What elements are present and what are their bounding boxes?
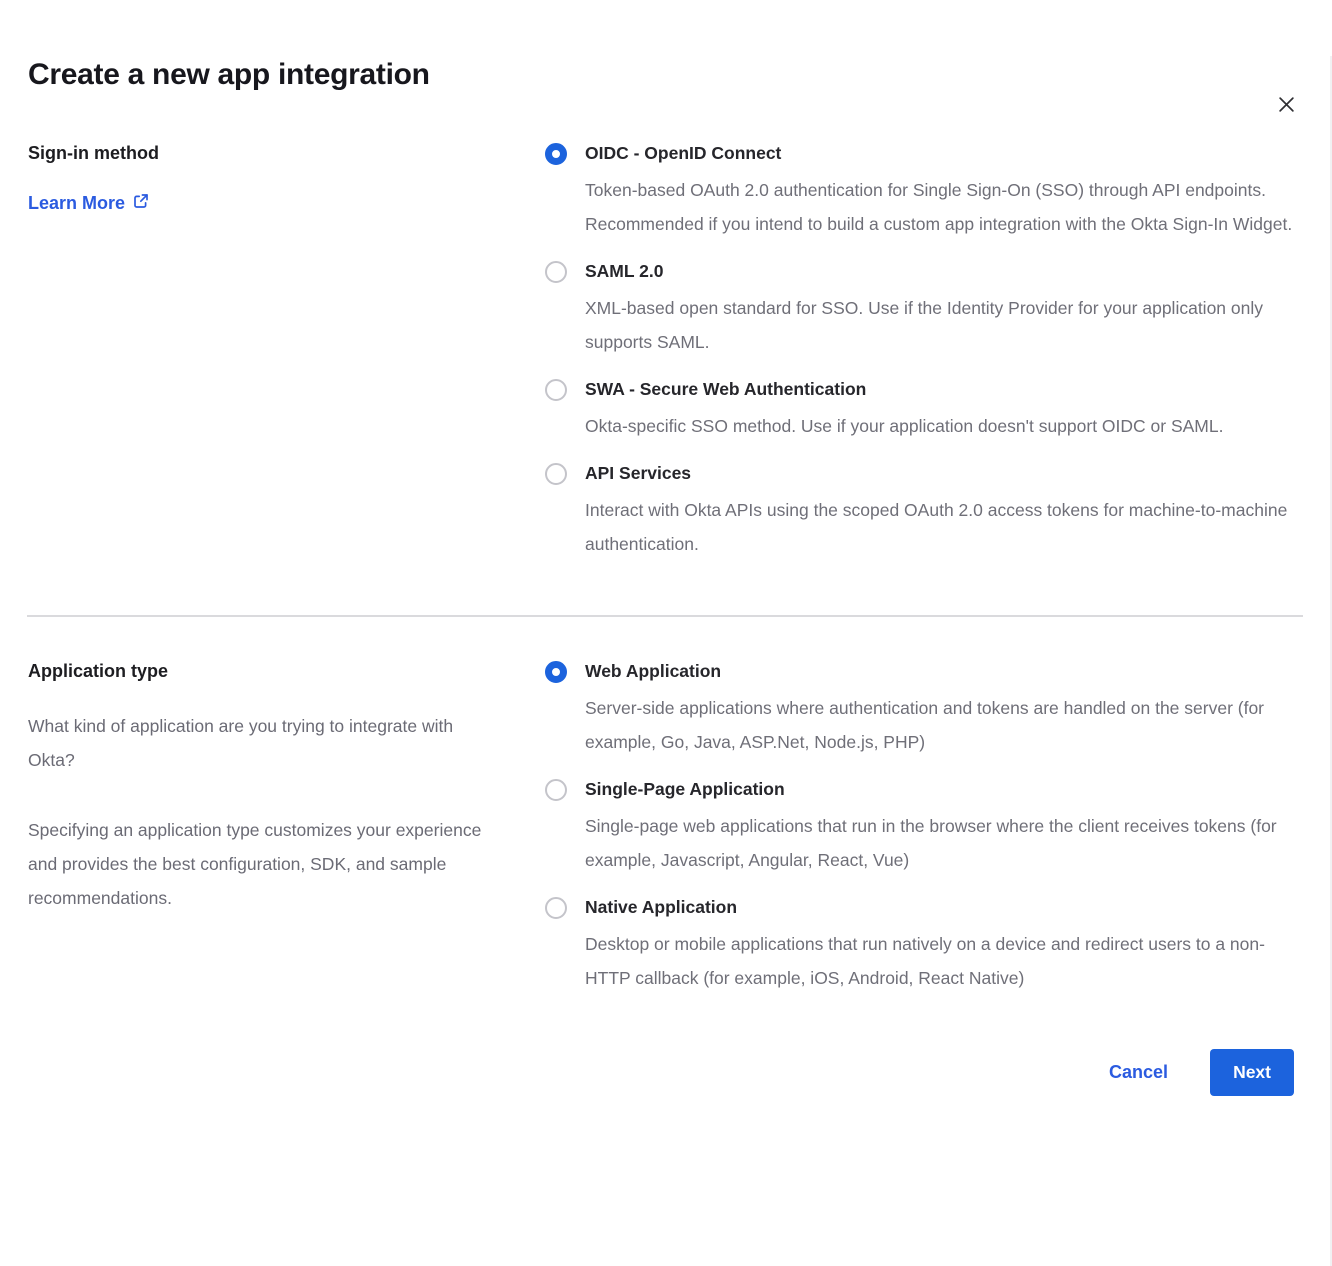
signin-option-oidc-desc: Token-based OAuth 2.0 authentication for Single Sign-On (SSO) through API endpoints. Recommended if you intend to build a custom app integration with the Okta Sign-In Widget.: [585, 180, 1293, 234]
learn-more-link[interactable]: [28, 193, 149, 214]
apptype-option-spa-label: Single-Page Application: [585, 779, 785, 799]
signin-option-saml[interactable]: [545, 259, 1294, 359]
apptype-option-native-desc: Desktop or mobile applications that run natively on a device and redirect users to a non-HTTP callback (for example, iOS, Android, React Native): [585, 934, 1265, 988]
apptype-option-spa-body: [585, 777, 1294, 877]
learn-more-label: Learn More: [28, 193, 126, 213]
next-button[interactable]: Next: [1210, 1049, 1294, 1096]
signin-option-swa-label: SWA - Secure Web Authentication: [585, 379, 867, 399]
apptype-option-web-body: [585, 659, 1294, 759]
radio-single-page-application[interactable]: [545, 779, 567, 801]
signin-option-swa-body: [585, 377, 1223, 443]
application-type-description-1: What kind of application are you trying to integrate with Okta?: [28, 716, 454, 770]
signin-method-label: Sign-in method: [28, 143, 159, 163]
signin-option-saml-desc: XML-based open standard for SSO. Use if the Identity Provider for your application only supports SAML.: [585, 298, 1263, 352]
application-type-left-column: [28, 659, 545, 1013]
apptype-option-web-label: Web Application: [585, 661, 722, 681]
signin-option-swa[interactable]: [545, 377, 1294, 443]
dialog-footer: [0, 1049, 1330, 1096]
apptype-option-native[interactable]: [545, 895, 1294, 995]
radio-oidc[interactable]: [545, 143, 567, 165]
signin-option-saml-label: SAML 2.0: [585, 261, 664, 281]
signin-option-oidc-label: OIDC - OpenID Connect: [585, 143, 782, 163]
signin-option-api-services-label: API Services: [585, 463, 692, 483]
signin-option-saml-body: [585, 259, 1294, 359]
external-link-icon: [133, 193, 149, 214]
signin-option-api-services[interactable]: [545, 461, 1294, 561]
radio-swa[interactable]: [545, 379, 567, 401]
close-icon: [1278, 96, 1295, 116]
signin-method-left-column: [28, 141, 545, 579]
signin-option-oidc[interactable]: [545, 141, 1294, 241]
cancel-button[interactable]: Cancel: [1109, 1062, 1169, 1082]
apptype-option-spa[interactable]: [545, 777, 1294, 877]
radio-web-application[interactable]: [545, 661, 567, 683]
apptype-option-native-body: [585, 895, 1294, 995]
signin-option-swa-desc: Okta-specific SSO method. Use if your application doesn't support OIDC or SAML.: [585, 416, 1224, 436]
application-type-options: [545, 659, 1294, 1013]
apptype-option-web-desc: Server-side applications where authentication and tokens are handled on the server (for example, Go, Java, ASP.Net, Node.js, PHP): [585, 698, 1265, 752]
signin-method-section: [0, 141, 1330, 579]
application-type-label: Application type: [28, 661, 169, 681]
create-app-integration-dialog: [0, 56, 1332, 1266]
signin-option-oidc-body: [585, 141, 1294, 241]
radio-native-application[interactable]: [545, 897, 567, 919]
dialog-title: Create a new app integration: [28, 58, 430, 91]
radio-saml[interactable]: [545, 261, 567, 283]
close-button[interactable]: [1272, 92, 1300, 120]
apptype-option-web[interactable]: [545, 659, 1294, 759]
signin-method-options: [545, 141, 1294, 579]
apptype-option-native-label: Native Application: [585, 897, 738, 917]
apptype-option-spa-desc: Single-page web applications that run in the browser where the client receives tokens (for example, Javascript, Angular, React, Vue): [585, 816, 1277, 870]
application-type-section: [0, 659, 1330, 1013]
signin-option-api-services-desc: Interact with Okta APIs using the scoped OAuth 2.0 access tokens for machine-to-machine authentication.: [585, 500, 1288, 554]
section-divider: [27, 615, 1303, 617]
application-type-description-2: Specifying an application type customizes your experience and provides the best configuration, SDK, and sample recommendations.: [28, 820, 482, 908]
radio-api-services[interactable]: [545, 463, 567, 485]
signin-option-api-services-body: [585, 461, 1294, 561]
